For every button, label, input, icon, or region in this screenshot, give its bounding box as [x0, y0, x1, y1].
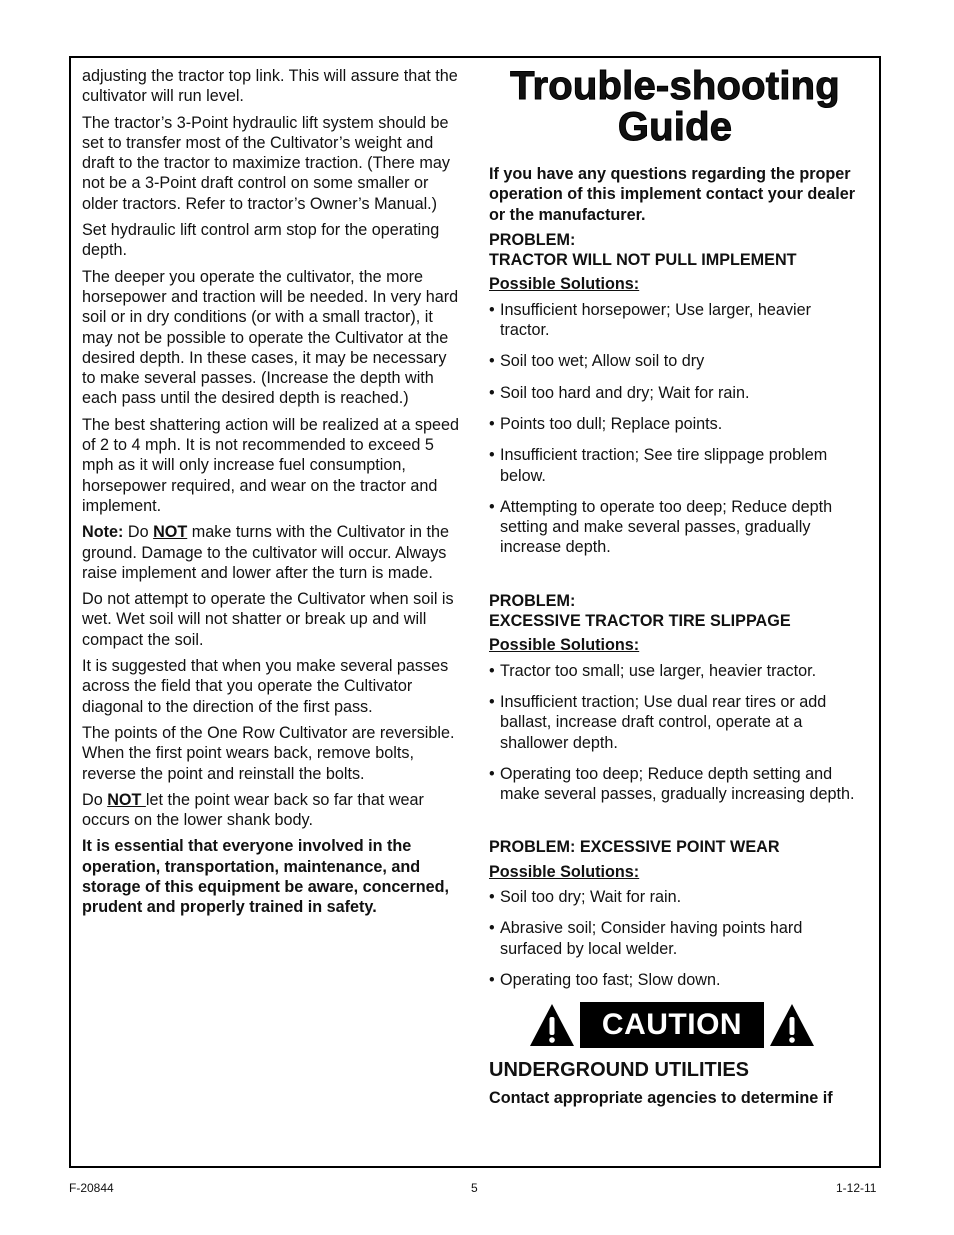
page-title — [489, 66, 861, 148]
emphasis-not: NOT — [107, 790, 146, 809]
note-paragraph — [82, 522, 460, 583]
list-item: • Operating too deep; Reduce depth setting and make several passes, gradually increasing depth. — [489, 764, 861, 805]
paragraph: The tractor’s 3-Point hydraulic lift system should be set to transfer most of the Cultivator’s weight and draft to the tractor to maximize traction. (There may not be a 3-Point draft control on some smaller or older tractors. Refer to tractor’s Owner’s Manual.) — [82, 113, 450, 213]
problem-label: PROBLEM: — [489, 591, 576, 610]
title-line: Guide — [617, 105, 733, 149]
underground-text: Contact appropriate agencies to determine if — [489, 1089, 833, 1108]
problem-heading — [489, 591, 861, 632]
safety-paragraph: It is essential that everyone involved in the operation, transportation, maintenance, and storage of this equipment be aware, concerned, prudent and properly trained in safety. — [82, 837, 450, 917]
text: let the point wear back so far that wear occurs on the lower shank body. — [82, 790, 424, 830]
list-item: • Soil too wet; Allow soil to dry — [489, 351, 861, 371]
caution-label: CAUTION — [580, 1002, 764, 1048]
list-item: • Soil too hard and dry; Wait for rain. — [489, 383, 861, 403]
problem-label: PROBLEM: — [489, 230, 576, 249]
problem-heading — [489, 230, 861, 271]
left-column — [82, 66, 460, 924]
solutions-label: Possible Solutions: — [489, 636, 640, 655]
solutions-list — [489, 300, 861, 558]
warning-triangle-icon — [768, 1002, 816, 1048]
caution-banner — [483, 1002, 861, 1048]
note-text: Do — [123, 523, 154, 542]
list-item: • Attempting to operate too deep; Reduce depth setting and make several passes, gradually increase depth. — [489, 497, 861, 558]
problem-title: TRACTOR WILL NOT PULL IMPLEMENT — [489, 251, 797, 270]
paragraph: adjusting the tractor top link. This will assure that the cultivator will run level. — [82, 67, 458, 106]
doc-number: F-20844 — [69, 1181, 114, 1195]
note-text: make turns with the Cultivator in the ground. Damage to the cultivator will occur. Always raise implement and lower after the turn is made. — [82, 523, 450, 582]
solutions-list — [489, 661, 861, 805]
right-column — [489, 66, 861, 1109]
paragraph: Set hydraulic lift control arm stop for the operating depth. — [82, 221, 440, 260]
list-item: • Insufficient horsepower; Use larger, heavier tractor. — [489, 300, 861, 341]
underground-title: UNDERGROUND UTILITIES — [489, 1059, 749, 1082]
list-item: • Points too dull; Replace points. — [489, 414, 861, 434]
page-number: 5 — [471, 1181, 478, 1195]
list-item: • Tractor too small; use larger, heavier tractor. — [489, 661, 861, 681]
list-item: • Insufficient traction; See tire slippage problem below. — [489, 445, 861, 486]
title-line: Trouble-shooting — [510, 64, 840, 108]
note-label: Note: — [82, 523, 124, 542]
problem-heading: PROBLEM: EXCESSIVE POINT WEAR — [489, 838, 780, 857]
text: Do — [82, 790, 108, 809]
note-not: NOT — [153, 523, 188, 542]
paragraph — [82, 790, 460, 831]
list-item: • Operating too fast; Slow down. — [489, 970, 861, 990]
problem-title: EXCESSIVE TRACTOR TIRE SLIPPAGE — [489, 612, 791, 631]
paragraph: The best shattering action will be realized at a speed of 2 to 4 mph. It is not recommended to exceed 5 mph as it will only increase fuel consumption, horsepower required, and wear on the tractor and implement. — [82, 415, 460, 515]
paragraph: The points of the One Row Cultivator are reversible. When the first point wears back, remove bolts, reverse the point and reinstall the bolts. — [82, 723, 455, 783]
warning-triangle-icon — [528, 1002, 576, 1048]
paragraph: It is suggested that when you make several passes across the field that you operate the Cultivator diagonal to the direction of the first pass. — [82, 657, 449, 716]
date: 1-12-11 — [836, 1181, 877, 1195]
list-item: • Abrasive soil; Consider having points hard surfaced by local welder. — [489, 918, 861, 959]
list-item: • Soil too dry; Wait for rain. — [489, 887, 861, 907]
intro-text: If you have any questions regarding the proper operation of this implement contact your dealer or the manufacturer. — [489, 165, 856, 224]
solutions-label: Possible Solutions: — [489, 275, 640, 294]
paragraph: Do not attempt to operate the Cultivator when soil is wet. Wet soil will not shatter or break up and will compact the soil. — [82, 590, 454, 649]
solutions-label: Possible Solutions: — [489, 862, 640, 881]
paragraph: The deeper you operate the cultivator, the more horsepower and traction will be needed. In very hard soil or in dry conditions (or with a small tractor), it may not be possible to operate the Cultivator at the desired depth. In these cases, it may be necessary to make several passes. (Increase the depth with each pass until the desired depth is reached.) — [82, 267, 459, 408]
solutions-list — [489, 887, 861, 990]
list-item: • Insufficient traction; Use dual rear tires or add ballast, increase draft control, operate at a shallower depth. — [489, 692, 861, 753]
